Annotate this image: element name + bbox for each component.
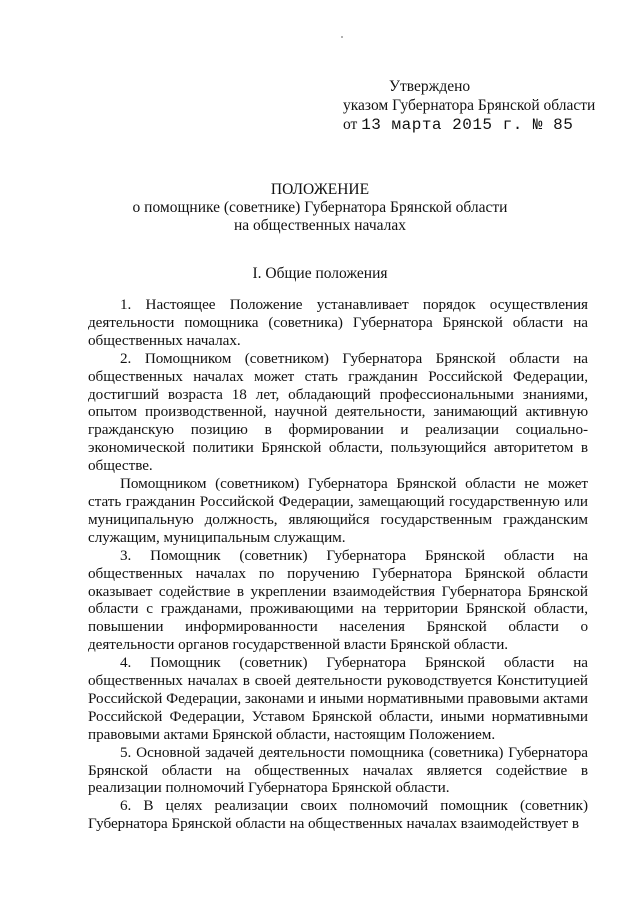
document-title-subject-cont: на общественных началах: [233, 217, 406, 234]
approval-label: Утверждено: [389, 78, 471, 95]
approval-decree: указом Губернатора Брянской области: [343, 97, 596, 114]
approval-date-number: [343, 115, 633, 135]
paragraph-4: 4. Помощник (советник) Губернатора Брянской области на общественных началах в своей деятельности руководствуется Конституцией Российской Федерации, законами и иными нормативными правовыми актами Российской Федерации, Уставом Брянской области, иными нормативными правовыми актами Брянской области, настоящим Положением.: [88, 654, 588, 743]
document-title-heading: ПОЛОЖЕНИЕ: [270, 181, 370, 198]
document-title: [0, 181, 640, 235]
paragraph-2-cont: Помощником (советником) Губернатора Брянской области не может стать гражданин Российской Федерации, замещающий государственную или муниципальную должность, являющийся государственным гражданским служащим, муниципальным служащим.: [88, 475, 588, 546]
approval-stamp-block: [343, 77, 633, 135]
paragraph-6: 6. В целях реализации своих полномочий помощник (советник) Губернатора Брянской области на общественных началах взаимодействует в: [88, 797, 588, 833]
paragraph-2: 2. Помощником (советником) Губернатора Брянской области на общественных началах может стать гражданин Российской Федерации, достигший возраста 18 лет, обладающий профессиональными знаниями, опытом производственной, научной деятельности, занимающий активную гражданскую позицию в формировании и реализации социально-экономической политики Брянской области, пользующийся авторитетом в обществе.: [88, 349, 588, 475]
section-heading: I. Общие положения: [252, 265, 388, 282]
scan-speck: [341, 36, 343, 38]
paragraph-3: 3. Помощник (советник) Губернатора Брянской области на общественных началах по поручению Губернатора Брянской области оказывает содействие в укреплении взаимодействия Губернатора Брянской области с гражданами, проживающими на территории Брянской области, повышении информированности населения Брянской области о деятельности органов государственной власти Брянской области.: [88, 546, 588, 654]
paragraph-1: 1. Настоящее Положение устанавливает порядок осуществления деятельности помощника (советника) Губернатора Брянской области на общественных началах.: [88, 296, 588, 349]
document-title-subject: о помощнике (советнике) Губернатора Брянской области: [132, 199, 508, 216]
approval-date-typed: 13 марта 2015 г. № 85: [361, 116, 574, 134]
approval-date-prefix: от: [343, 116, 362, 133]
paragraph-5: 5. Основной задачей деятельности помощника (советника) Губернатора Брянской области на общественных началах является содействие в реализации полномочий Губернатора Брянской области.: [88, 743, 588, 797]
document-body: [88, 296, 588, 833]
